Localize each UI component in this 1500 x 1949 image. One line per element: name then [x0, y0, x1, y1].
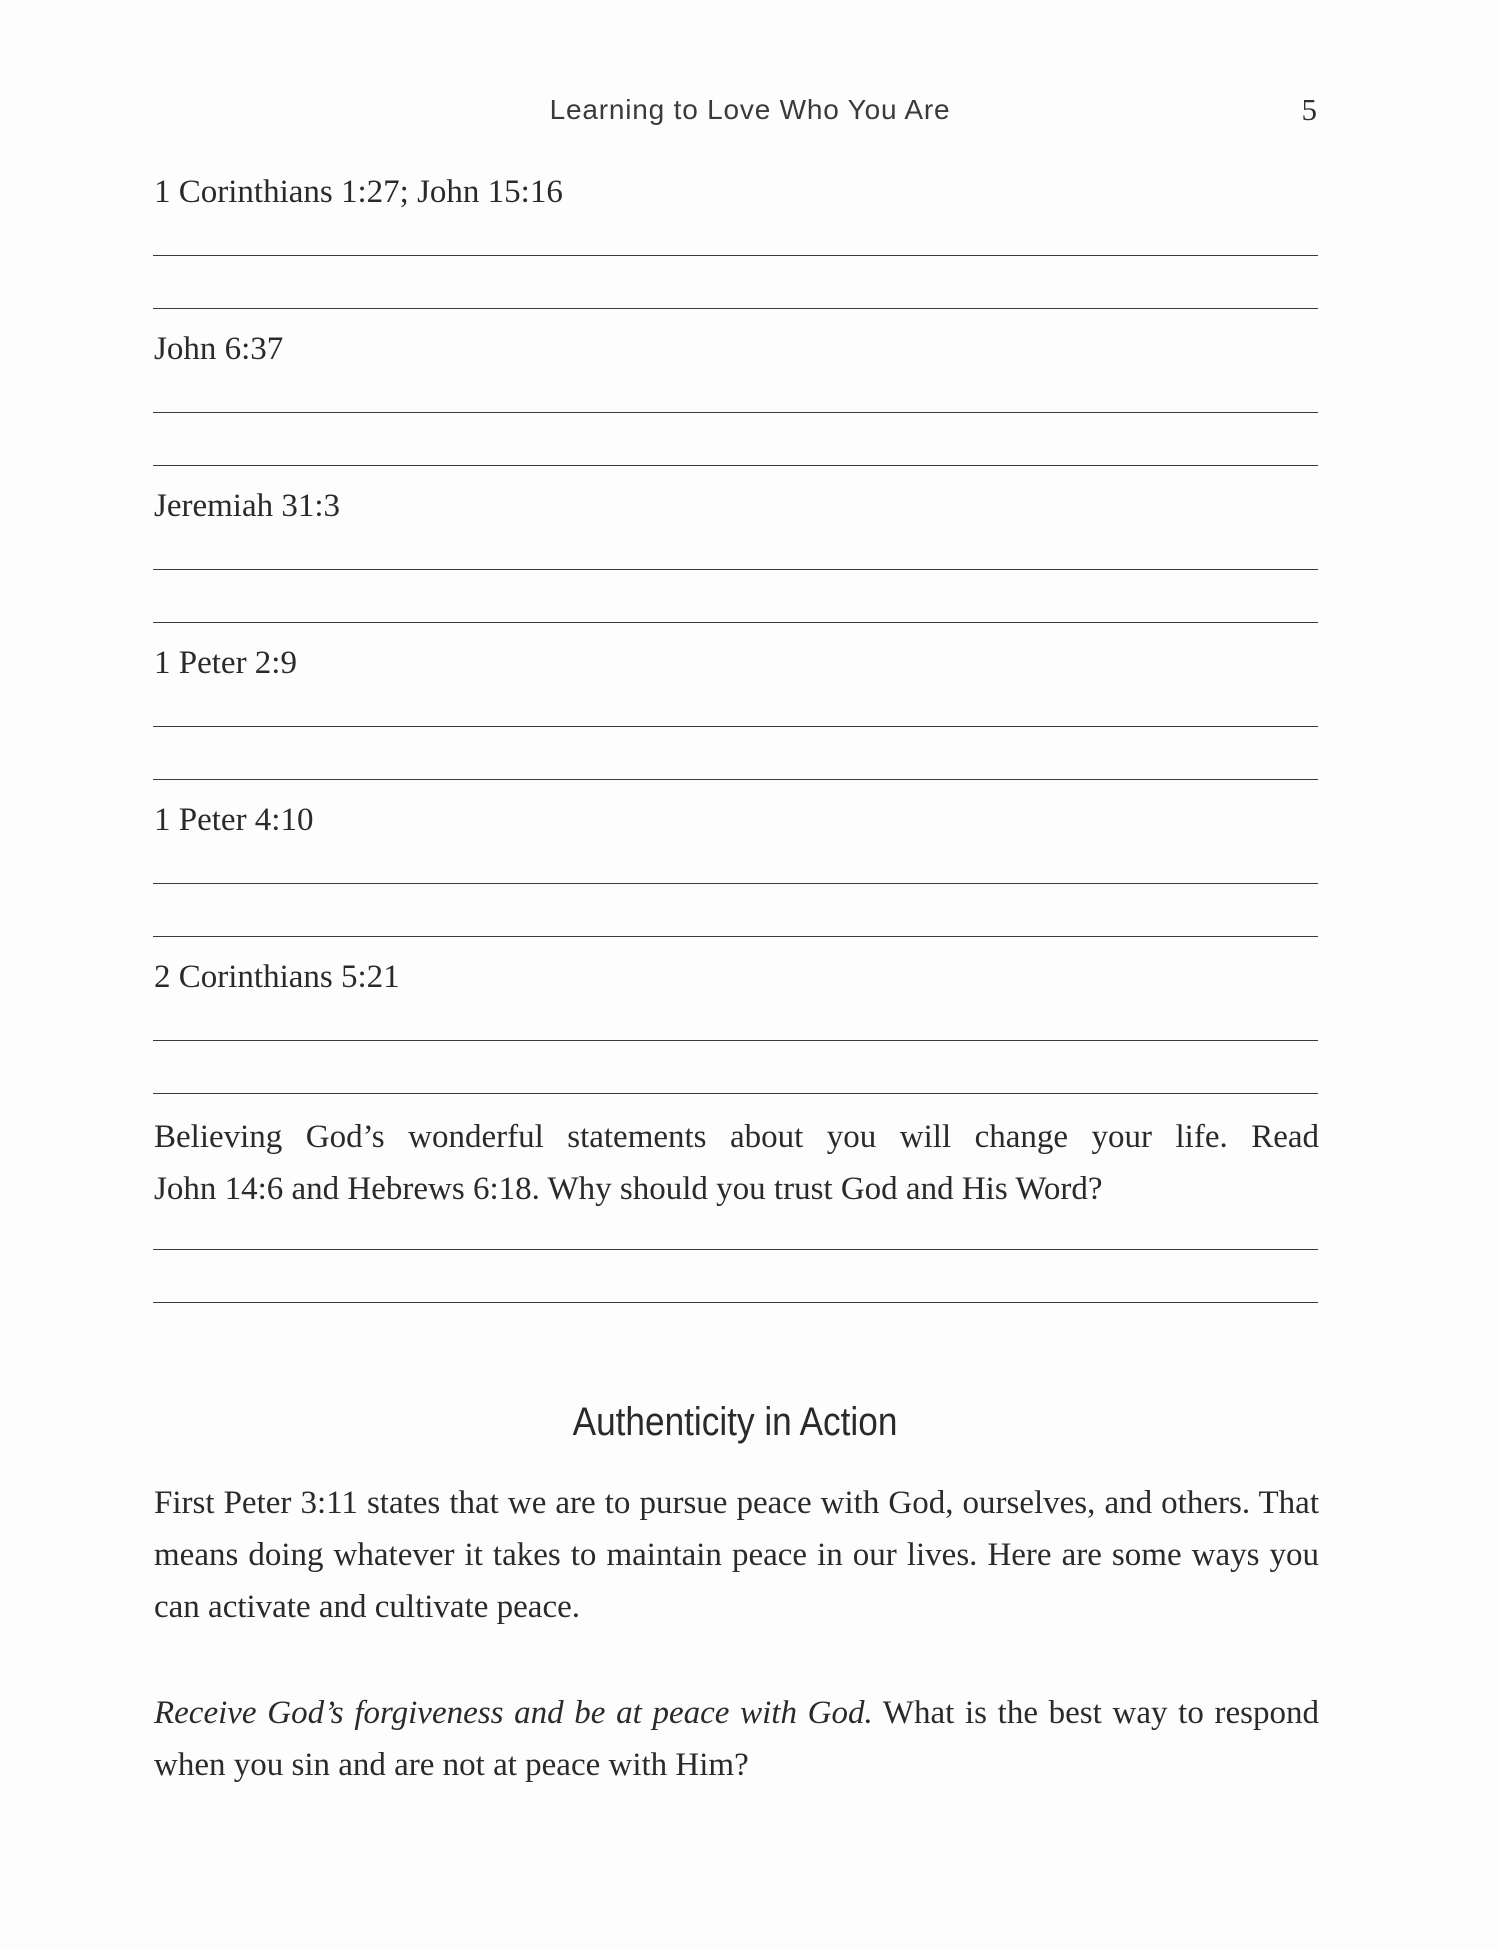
- page-number: 5: [1301, 92, 1317, 127]
- section-intro: First Peter 3:11 states that we are to pursue peace with God, ourselves, and others. That means doing whatever it takes to maintain peace in our lives. Here are some ways you can activate and cultivate peace.: [154, 1485, 1319, 1625]
- section-heading: Authenticity in Action: [572, 1400, 898, 1444]
- answer-line[interactable]: [153, 622, 1318, 623]
- answer-line[interactable]: [153, 883, 1318, 884]
- peace-prompt-italic: Receive God’s forgiveness and be at peace with God.: [154, 1695, 873, 1731]
- answer-line[interactable]: [153, 779, 1318, 780]
- answer-line[interactable]: [153, 412, 1318, 413]
- peace-prompt: [154, 1687, 1319, 1791]
- answer-line[interactable]: [153, 465, 1318, 466]
- scripture-ref: 2 Corinthians 5:21: [154, 959, 400, 995]
- scripture-ref: Jeremiah 31:3: [154, 488, 341, 524]
- scripture-ref: 1 Peter 4:10: [154, 802, 314, 838]
- answer-line[interactable]: [153, 1302, 1318, 1303]
- peace-prompt-question: What is the best way to respond when you sin and are not at peace with Him?: [154, 1695, 1319, 1783]
- running-head-title: Learning to Love Who You Are: [549, 94, 951, 125]
- answer-line[interactable]: [153, 726, 1318, 727]
- answer-line[interactable]: [153, 1093, 1318, 1094]
- answer-line[interactable]: [153, 308, 1318, 309]
- answer-line[interactable]: [153, 569, 1318, 570]
- scripture-ref: 1 Peter 2:9: [154, 645, 297, 681]
- answer-line[interactable]: [153, 1249, 1318, 1250]
- trust-question-line-2: John 14:6 and Hebrews 6:18. Why should you trust God and His Word?: [154, 1171, 1103, 1207]
- scripture-ref: 1 Corinthians 1:27; John 15:16: [154, 174, 563, 210]
- answer-line[interactable]: [153, 936, 1318, 937]
- answer-line[interactable]: [153, 1040, 1318, 1041]
- trust-question-line-1: Believing God’s wonderful statements about you will change your life. Read: [154, 1119, 1319, 1155]
- scripture-ref: John 6:37: [154, 331, 284, 367]
- trust-question: [154, 1111, 1319, 1215]
- answer-line[interactable]: [153, 255, 1318, 256]
